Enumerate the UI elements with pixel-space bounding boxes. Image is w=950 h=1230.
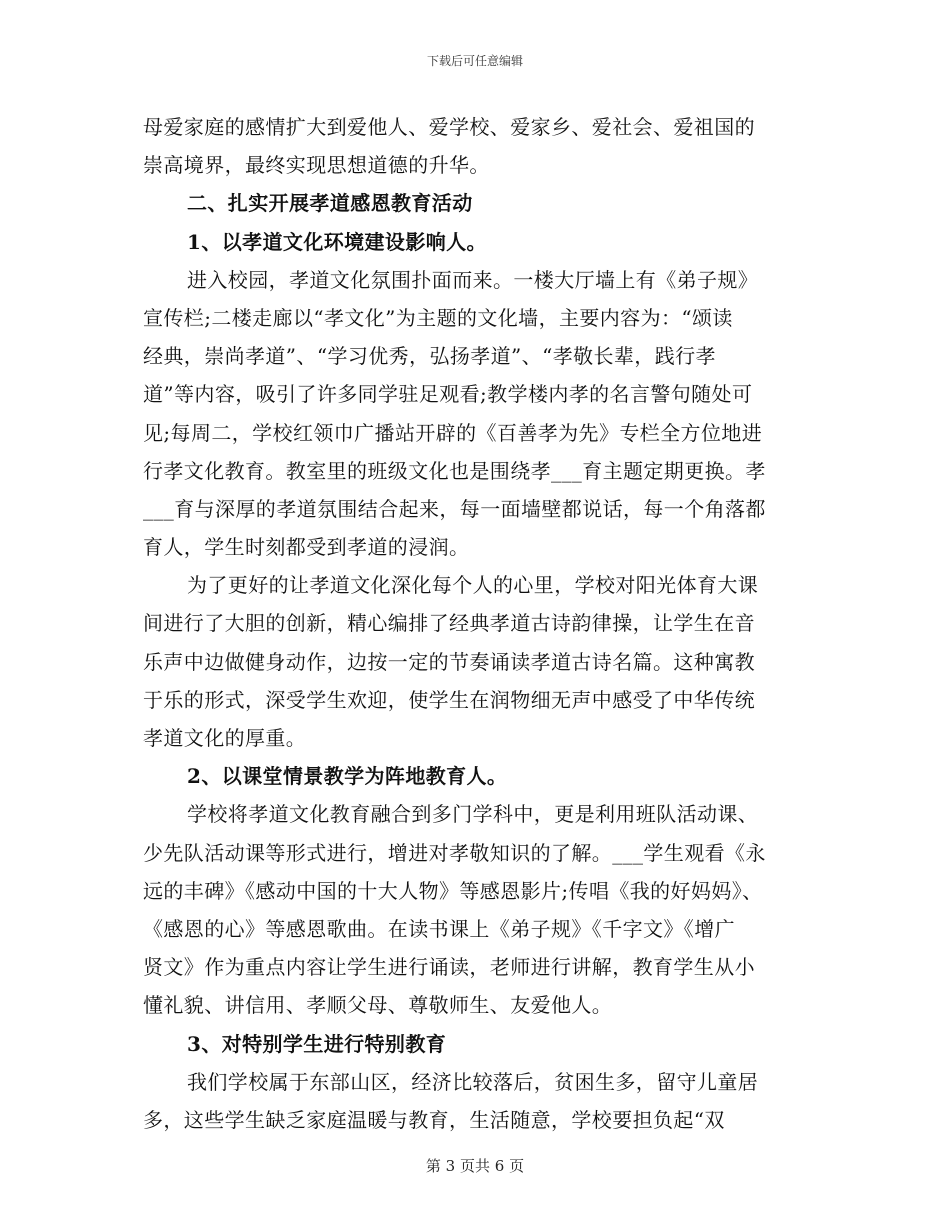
section-heading: 2、以课堂情景教学为阵地教育人。 (187, 764, 508, 789)
text-line: 崇高境界，最终实现思想道德的升华。 (143, 153, 490, 178)
text-line: 见;每周二，学校红领巾广播站开辟的《百善孝为先》专栏全方位地进 (143, 420, 763, 445)
text-line: 行孝文化教育。教室里的班级文化也是围绕孝___育主题定期更换。孝 (143, 458, 766, 483)
page-number: 第 3 页共 6 页 (425, 1157, 525, 1175)
document-body (143, 108, 807, 1139)
text-line: 少先队活动课等形式进行，增进对孝敬知识的了解。___学生观看《永 (143, 840, 766, 865)
text-line: 宣传栏;二楼走廊以“孝文化”为主题的文化墙，主要内容为：“颂读 (143, 305, 733, 330)
text-line: 懂礼貌、讲信用、孝顺父母、尊敬师生、友爱他人。 (143, 993, 613, 1018)
text-line: 道”等内容，吸引了许多同学驻足观看;教学楼内孝的名言警句随处可 (143, 382, 753, 407)
text-line: 我们学校属于东部山区，经济比较落后，贫困生多，留守儿童居 (187, 1069, 759, 1094)
section-heading: 二、扎实开展孝道感恩教育活动 (187, 191, 473, 216)
text-line: 于乐的形式，深受学生欢迎，使学生在润物细无声中感受了中华传统 (143, 687, 755, 712)
text-line: 进入校园，孝道文化氛围扑面而来。一楼大厅墙上有《弟子规》 (187, 267, 759, 292)
text-line: 学校将孝道文化教育融合到多门学科中，更是利用班队活动课、 (187, 802, 759, 827)
text-line: 多，这些学生缺乏家庭温暖与教育，生活随意，学校要担负起“双 (143, 1107, 725, 1132)
text-line: 经典，崇尚孝道”、“学习优秀，弘扬孝道”、“孝敬长辈，践行孝 (143, 344, 716, 369)
text-line: 母爱家庭的感情扩大到爱他人、爱学校、爱家乡、爱社会、爱祖国的 (143, 115, 755, 139)
text-line: 《感恩的心》等感恩歌曲。在读书课上《弟子规》《千字文》《增广 (143, 916, 735, 941)
text-line: 为了更好的让孝道文化深化每个人的心里，学校对阳光体育大课 (187, 573, 759, 598)
page-header: 下载后可任意编辑 (426, 54, 523, 68)
section-heading: 3、对特别学生进行特别教育 (187, 1031, 447, 1056)
text-line: 远的丰碑》《感动中国的十大人物》等感恩影片;传唱《我的好妈妈》、 (143, 878, 763, 903)
text-line: 乐声中边做健身动作，边按一定的节奏诵读孝道古诗名篇。这种寓教 (143, 649, 755, 674)
text-line: 间进行了大胆的创新，精心编排了经典孝道古诗韵律操，让学生在音 (143, 611, 755, 636)
text-line: 孝道文化的厚重。 (143, 726, 307, 750)
text-line: 贤文》作为重点内容让学生进行诵读，老师进行讲解，教育学生从小 (143, 955, 755, 980)
text-line: 育人，学生时刻都受到孝道的浸润。 (143, 535, 470, 560)
section-heading: 1、以孝道文化环境建设影响人。 (187, 229, 487, 254)
text-line: ___育与深厚的孝道氛围结合起来，每一面墙壁都说话，每一个角落都 (143, 496, 766, 521)
